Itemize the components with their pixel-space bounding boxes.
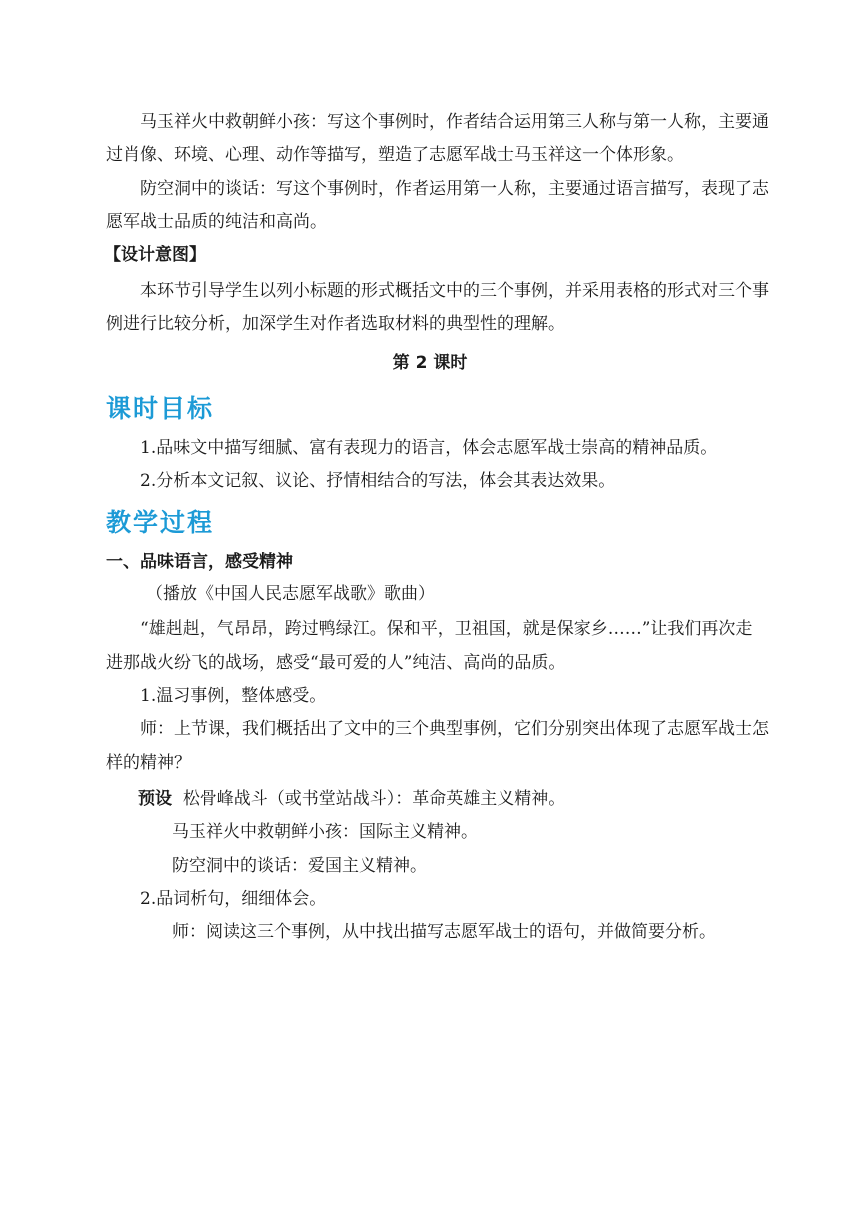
text-line: 例进行比较分析，加深学生对作者选取材料的典型性的理解。 bbox=[106, 314, 565, 334]
song-note: （播放《中国人民志愿军战歌》歌曲） bbox=[146, 584, 435, 604]
text-line: 师：阅读这三个事例，从中找出描写志愿军战士的语句，并做简要分析。 bbox=[172, 922, 716, 942]
section-title: 一、品味语言，感受精神 bbox=[106, 552, 293, 572]
step-item: 2.品词析句，细细体会。 bbox=[140, 889, 327, 909]
design-intent-label: 【设计意图】 bbox=[104, 245, 206, 265]
text-line: 进那战火纷飞的战场，感受“最可爱的人”纯洁、高尚的品质。 bbox=[106, 653, 566, 673]
objectives-heading: 课时目标 bbox=[106, 394, 215, 423]
text-line: “雄赳赳，气昂昂，跨过鸭绿江。保和平，卫祖国，就是保家乡……”让我们再次走 bbox=[140, 619, 753, 639]
preset-label: 预设 bbox=[138, 789, 172, 809]
text-line: 师：上节课，我们概括出了文中的三个典型事例，它们分别突出体现了志愿军战士怎 bbox=[140, 719, 769, 739]
text-line: 样的精神？ bbox=[106, 753, 191, 773]
preset-item: 马玉祥火中救朝鲜小孩：国际主义精神。 bbox=[172, 822, 478, 842]
lesson-title: 第 2 课时 bbox=[392, 353, 468, 373]
step-item: 1.温习事例，整体感受。 bbox=[140, 686, 327, 706]
text-line: 防空洞中的谈话：写这个事例时，作者运用第一人称，主要通过语言描写，表现了志 bbox=[140, 179, 769, 199]
text-line: 马玉祥火中救朝鲜小孩：写这个事例时，作者结合运用第三人称与第一人称，主要通 bbox=[140, 112, 769, 132]
objective-item: 1.品味文中描写细腻、富有表现力的语言，体会志愿军战士崇高的精神品质。 bbox=[140, 438, 718, 458]
preset-line bbox=[138, 788, 565, 810]
preset-item: 松骨峰战斗（或书堂站战斗）：革命英雄主义精神。 bbox=[182, 789, 566, 809]
preset-item: 防空洞中的谈话：爱国主义精神。 bbox=[172, 856, 427, 876]
text-line: 本环节引导学生以列小标题的形式概括文中的三个事例，并采用表格的形式对三个事 bbox=[140, 281, 769, 301]
text-line: 愿军战士品质的纯洁和高尚。 bbox=[106, 212, 327, 232]
process-heading: 教学过程 bbox=[106, 508, 215, 537]
text-line: 过肖像、环境、心理、动作等描写，塑造了志愿军战士马玉祥这一个体形象。 bbox=[106, 145, 684, 165]
objective-item: 2.分析本文记叙、议论、抒情相结合的写法，体会其表达效果。 bbox=[140, 471, 616, 491]
